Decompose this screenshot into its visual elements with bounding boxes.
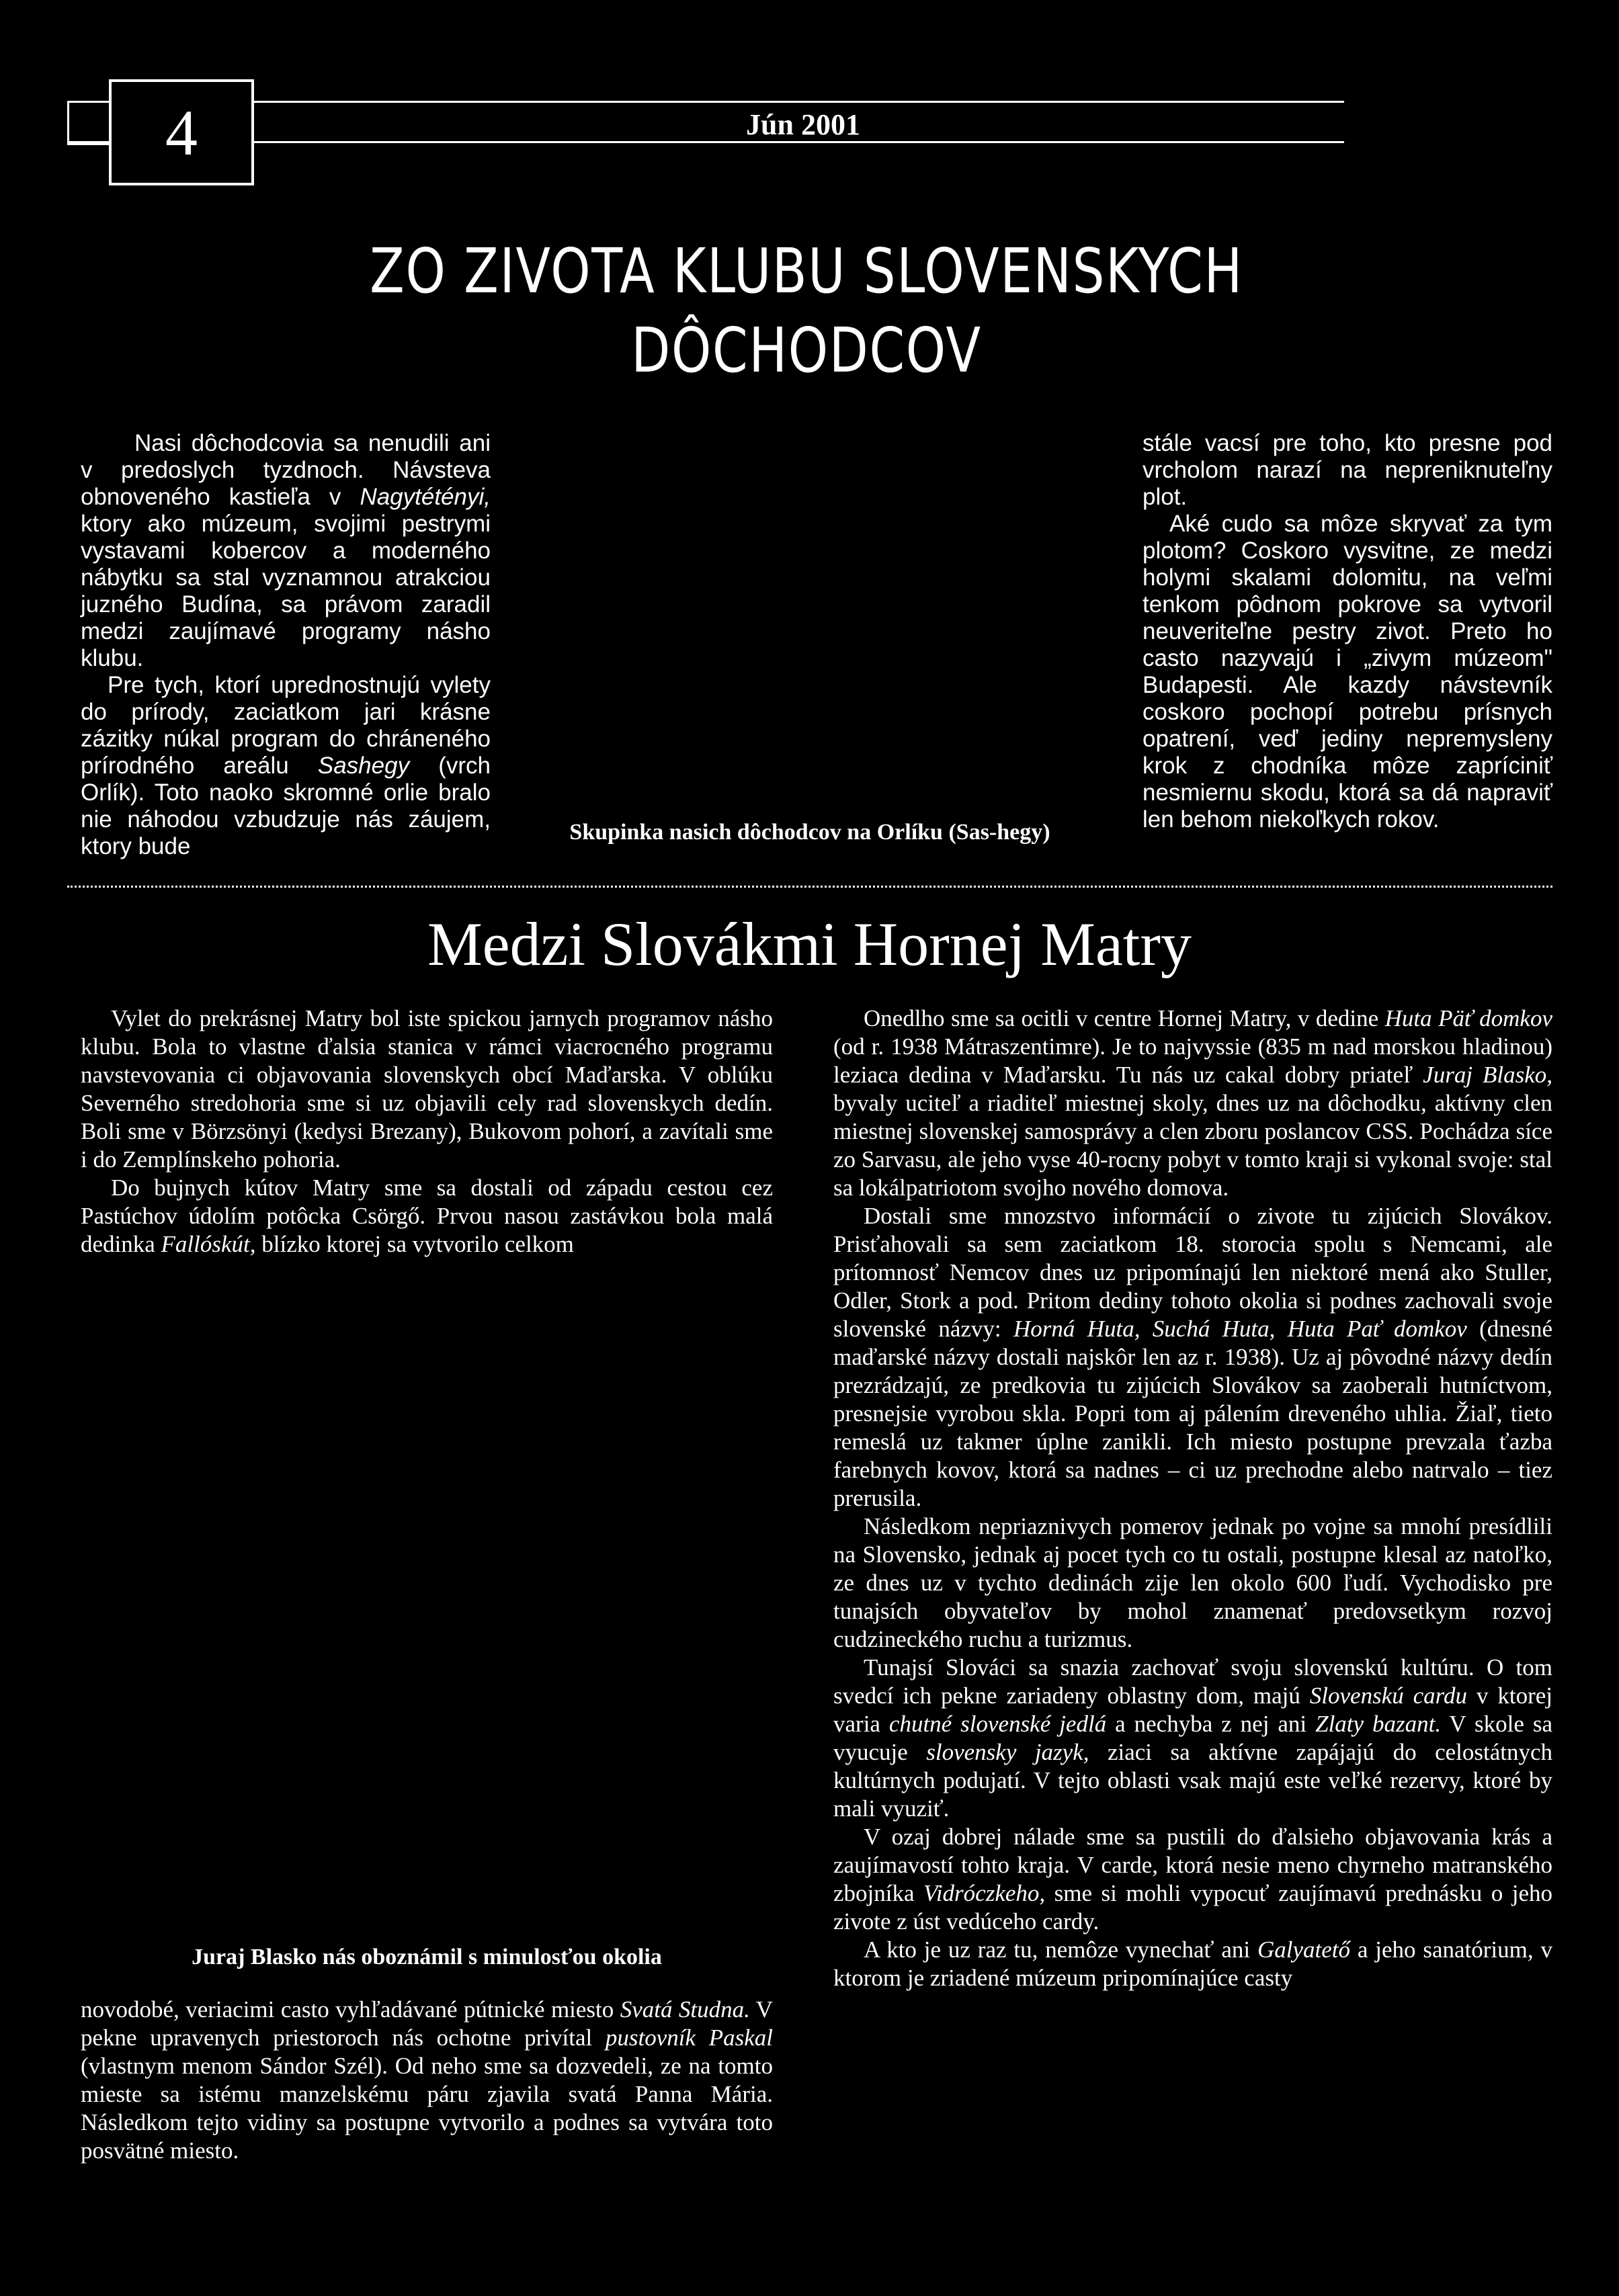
article2-title: Medzi Slovákmi Hornej Matry bbox=[427, 910, 1192, 978]
article1-right-paragraph-2: Aké cudo sa môze skryvať za tym plotom? Coskoro vysvitne, ze medzi holymi skalami dolomitu, na veľmi tenkom pôdnom pokrove sa vytvoril neuveriteľne pestry zivot. Preto ho casto nazyvajú i „zivym múzeom" Budapesti. Ale kazdy návstevník coskoro pochopí potrebu prísnych opatrení, veď jediny nepremysleny krok z chodníka môze zapríciniť nesmiernu skodu, ktorá sa dá napraviť len behom niekoľkych rokov. bbox=[1143, 511, 1552, 833]
article2-right-paragraph-4: Tunajsí Slováci sa snazia zachovať svoju slovenskú kultúru. O tom svedcí ich pekne zariadeny oblastny dom, majú Slovenskú cardu v ktorej varia chutné slovenské jedlá a nechyba z nej ani Zlaty bazant. V skole sa vyucuje slovensky jazyk, ziaci sa aktívne zapájajú do celostátnych kultúrnych podujatí. V tejto oblasti vsak majú este veľké rezervy, ktoré by mali vyuziť. bbox=[833, 1654, 1553, 1822]
photo-juraj-blasko bbox=[81, 1337, 773, 1928]
article2-right-paragraph-3: Následkom nepriaznivych pomerov jednak po vojne sa mnohí presídlili na Slovensko, jednak aj pocet tych co tu ostali, postupne klesal az natoľko, ze dnes uz v tychto dedinách zije len okolo 600 ľudí. Vychodisko pre tunajsích obyvateľov by mohol znamenať predovsetkym rozvoj cudzineckého ruchu a turizmus. bbox=[833, 1513, 1552, 1652]
article2-left-column-top bbox=[81, 1005, 773, 1259]
article2-left-paragraph-3: novodobé, veriacimi casto vyhľadávané pútnické miesto Svatá Studna. V pekne upravenych priestoroch nás ochotne privítal pustovník Paskal (vlastnym menom Sándor Szél). Od neho sme sa dozvedeli, ze na tomto mieste sa istému manzelskému páru zjavila svatá Panna Mária. Následkom tejto vidiny sa postupne vytvorilo a podnes sa vytvára toto posvätné miesto. bbox=[81, 1996, 774, 2164]
article1-left-paragraph-1: Nasi dôchodcovia sa nenudili ani v predoslych tyzdnoch. Návsteva obnoveného kastieľa v Nagytétényi, ktory ako múzeum, svojimi pestrymi vystavami kobercov a moderného nábytku sa stal vyznamnou atrakciou juzného Budína, sa právom zaradil medzi zaujímavé programy násho klubu. bbox=[81, 430, 491, 671]
article2-right-paragraph-6: A kto je uz raz tu, nemôze vynechať ani Galyatető a jeho sanatórium, v ktorom je zriadené múzeum pripomínajúce casty bbox=[833, 1937, 1552, 1991]
section-separator bbox=[67, 886, 1552, 888]
header-rule-top bbox=[67, 101, 1344, 103]
article2-right-paragraph-1: Onedlho sme sa ocitli v centre Hornej Matry, v dedine Huta Päť domkov (od r. 1938 Mátraszentimre). Je to najvyssie (835 m nad morskou hladinou) leziaca dedina v Maďarsku. Tu nás uz cakal dobry priateľ Juraj Blasko, byvaly uciteľ a riaditeľ miestnej skoly, dnes uz na dôchodku, aktívny clen miestnej slovenskej samosprávy a clen zboru poslancov CSS. Pochádza síce zo Sarvasu, ale jeho vyse 40-rocny pobyt v tomto kraji si vykonal svoje: stal sa lokálpatriotom svojho nového domova. bbox=[833, 1005, 1552, 1201]
page-number: 4 bbox=[109, 79, 254, 185]
issue-date: Jún 2001 bbox=[746, 108, 860, 141]
photo-orlik bbox=[531, 430, 1089, 806]
article1-title-line1: ZO ZIVOTA KLUBU SLOVENSKYCH bbox=[370, 235, 1243, 307]
article1-title-line2: DÔCHODCOV bbox=[631, 314, 982, 386]
header-rule-bottom bbox=[67, 141, 1344, 143]
article2-left-paragraph-2: Do bujnych kútov Matry sme sa dostali od západu cestou cez Pastúchov údolím potôcka Csörgő. Prvou nasou zastávkou bola malá dedinka Fallóskút, blízko ktorej sa vytvorilo celkom bbox=[81, 1175, 773, 1257]
article2-right-column bbox=[833, 1005, 1552, 1992]
article1-right-paragraph-1: stále vacsí pre toho, kto presne pod vrcholom narazí na nepreniknuteľny plot. bbox=[1143, 430, 1552, 510]
article2-left-column-bottom bbox=[81, 1996, 773, 2165]
article2-left-paragraph-1: Vylet do prekrásnej Matry bol iste spickou jarnych programov násho klubu. Bola to vlastne ďalsia stanica v rámci viacrocného programu navstevovania ci objavovania slovenskych obcí Maďarska. V oblúku Severného stredohoria sme si uz objavili cely rad slovenskych dedín. Boli sme v Börzsönyi (kedysi Brezany), Bukovom pohorí, a zavítali sme i do Zemplínskeho pohoria. bbox=[81, 1005, 773, 1173]
article1-title bbox=[327, 232, 1286, 390]
article1-left-column bbox=[81, 430, 491, 860]
article2-right-paragraph-2: Dostali sme mnozstvo informácií o zivote tu zijúcich Slovákov. Prisťahovali sa sem zaciatkom 18. storocia spolu s Nemcami, ale prítomnosť Nemcov dnes uz pripomínajú len niektoré mená ako Stuller, Odler, Stork a pod. Pritom dediny tohoto okolia si podnes zachovali svoje slovenské názvy: Horná Huta, Suchá Huta, Huta Pať domkov (dnesné maďarské názvy dostali najskôr len az r. 1938). Uz aj pôvodné názvy dedín prezrádzajú, ze predkovia tu zijúcich Slovákov sa zaoberali hutníctvom, presnejsie vyrobou skla. Popri tom aj pálením dreveného uhlia. Žiaľ, tieto remeslá uz takmer úplne zanikli. Ich miesto postupne prevzala ťazba farebnych kovov, ktorá sa nadnes – ci uz prechodne alebo natrvalo – tiez prerusila. bbox=[833, 1203, 1552, 1511]
header-edge-box bbox=[67, 101, 111, 145]
photo-orlik-caption: Skupinka nasich dôchodcov na Orlíku (Sas-hegy) bbox=[569, 820, 1050, 845]
photo-juraj-blasko-caption: Juraj Blasko nás oboznámil s minulosťou okolia bbox=[192, 1945, 662, 1969]
article2-right-paragraph-5: V ozaj dobrej nálade sme sa pustili do ďalsieho objavovania krás a zaujímavostí tohto kraja. V carde, ktorá nesie meno chyrneho matranského zbojníka Vidróczkeho, sme si mohli vypocuť zaujímavú prednásku o jeho zivote z úst vedúceho cardy. bbox=[833, 1824, 1552, 1934]
article1-right-column bbox=[1143, 430, 1552, 833]
article1-left-paragraph-2: Pre tych, ktorí uprednostnujú vylety do prírody, zaciatkom jari krásne zázitky núkal program do chráneného prírodného areálu Sashegy (vrch Orlík). Toto naoko skromné orlie bralo nie náhodou vzbudzuje nás záujem, ktory bude bbox=[81, 672, 491, 859]
